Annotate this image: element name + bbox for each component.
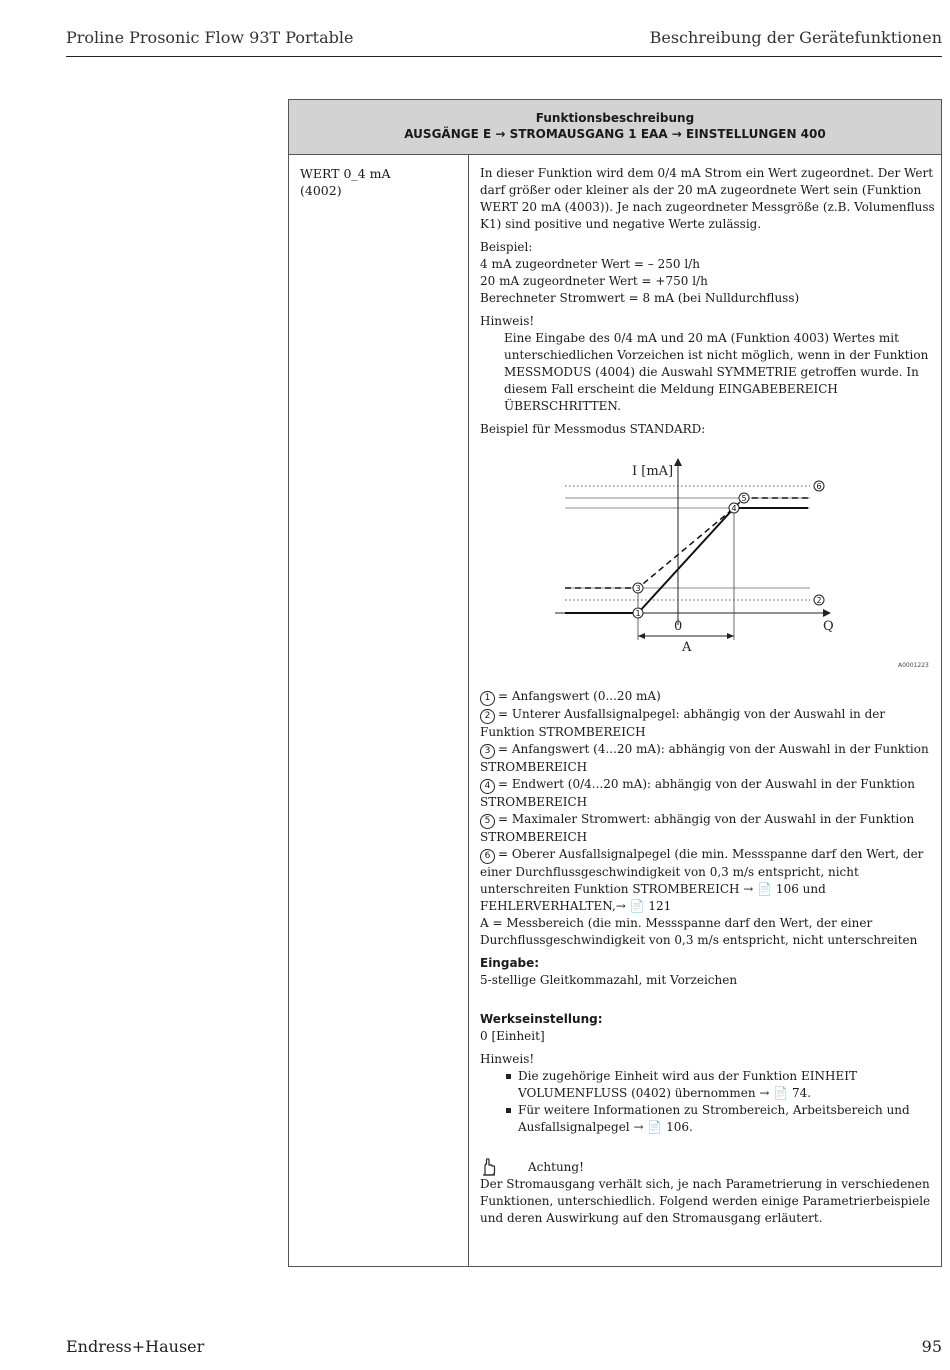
legend-marker: 4 (480, 779, 495, 794)
note2-list (480, 1068, 935, 1136)
legend-marker: 5 (480, 814, 495, 829)
legend-item (480, 741, 935, 776)
x-axis-label: Q (823, 619, 834, 634)
legend-text: = Unterer Ausfallsignalpegel: abhängig von der Auswahl in der Funktion STROMBEREICH (480, 707, 886, 739)
legend-text: = Endwert (0/4...20 mA): abhängig von der Auswahl in der Funktion STROMBEREICH (480, 777, 915, 809)
y-axis-arrow (674, 458, 682, 466)
factory-setting-title: Werkseinstellung: (480, 1012, 603, 1026)
table-header (289, 100, 941, 155)
output-curve-0-20 (565, 508, 808, 613)
example-line-2: 20 mA zugeordneter Wert = +750 l/h (480, 274, 708, 288)
legend-item-a: A = Messbereich (die min. Messspanne darf den Wert, der einer Durchflussgeschwindigkeit von 0,3 m/s entspricht, nicht unterschreiten (480, 916, 918, 947)
marker-label: 3 (635, 584, 641, 593)
function-name-cell (289, 155, 469, 1266)
function-name: WERT 0_4 mA (300, 166, 391, 181)
range-label: A (682, 640, 692, 655)
range-a-arrow-left (638, 633, 645, 639)
example-line-1: 4 mA zugeordneter Wert = – 250 l/h (480, 257, 700, 271)
legend-item (480, 846, 935, 915)
input-title: Eingabe: (480, 956, 540, 970)
legend-marker: 6 (480, 849, 495, 864)
legend-text: = Maximaler Stromwert: abhängig von der Auswahl in der Funktion STROMBEREICH (480, 812, 915, 844)
caution-row (480, 1158, 935, 1176)
example-standard-title: Beispiel für Messmodus STANDARD: (480, 422, 706, 436)
list-item: Die zugehörige Einheit wird aus der Funktion EINHEIT VOLUMENFLUSS (0402) übernommen → 📄 74. (518, 1068, 935, 1102)
note-text: Eine Eingabe des 0/4 mA und 20 mA (Funktion 4003) Wertes mit unterschiedlichen Vorzeichen ist nicht möglich, wenn in der Funktion MESSMODUS (4004) die Auswahl SYMMETRIE getroffen wurde. In diesem Fall erscheint die Meldung EINGABEBEREICH ÜBERSCHRITTEN. (504, 331, 929, 413)
legend-item (480, 811, 935, 846)
header-divider (66, 56, 942, 57)
hand-caution-icon (480, 1158, 498, 1176)
note2-title: Hinweis! (480, 1052, 535, 1066)
caution-text: Der Stromausgang verhält sich, je nach Parametrierung in verschiedenen Funktionen, unterschiedlich. Folgend werden einige Parametrierbeispiele und deren Auswirkung auf den Stromausgang erläutert. (480, 1177, 931, 1225)
caution-title: Achtung! (528, 1159, 584, 1174)
legend-marker: 3 (480, 744, 495, 759)
note-title: Hinweis! (480, 314, 535, 328)
legend-marker: 2 (480, 709, 495, 724)
marker-label: 1 (635, 609, 641, 618)
page-number: 95 (921, 1337, 942, 1356)
header-title-left: Proline Prosonic Flow 93T Portable (66, 28, 354, 47)
footer-brand: Endress+Hauser (66, 1337, 205, 1356)
legend-text: = Oberer Ausfallsignalpegel (die min. Messspanne darf den Wert, der einer Durchflussgeschwindigkeit von 0,3 m/s entspricht, nicht unterschreiten Funktion STROMBEREICH → 📄 106 und FEHLERVERHALTEN,→ 📄 121 (480, 847, 924, 913)
function-code: (4002) (300, 183, 342, 198)
zero-label: 0 (674, 619, 683, 634)
marker-label: 5 (741, 494, 747, 503)
legend-item (480, 776, 935, 811)
legend-text: = Anfangswert (0...20 mA) (498, 689, 661, 703)
figure-code: A0001223 (898, 662, 929, 669)
output-curve-4-20 (565, 498, 808, 588)
legend-item (480, 688, 935, 706)
y-axis-label: I [mA] (632, 464, 674, 479)
legend-text: = Anfangswert (4...20 mA): abhängig von der Auswahl in der Funktion STROMBEREICH (480, 742, 929, 774)
header-title-right: Beschreibung der Gerätefunktionen (649, 28, 942, 47)
legend-item (480, 706, 935, 741)
marker-label: 6 (816, 482, 822, 491)
table-header-line2: AUSGÄNGE E → STROMAUSGANG 1 EAA → EINSTELLUNGEN 400 (404, 127, 826, 141)
list-item: Für weitere Informationen zu Strombereich, Arbeitsbereich und Ausfallsignalpegel → 📄 106. (518, 1102, 935, 1136)
range-a-arrow-right (727, 633, 734, 639)
example-title: Beispiel: (480, 240, 533, 254)
marker-label: 2 (816, 596, 822, 605)
table-header-line1: Funktionsbeschreibung (535, 111, 695, 125)
function-description (480, 165, 935, 1227)
intro-text: In dieser Funktion wird dem 0/4 mA Strom ein Wert zugeordnet. Der Wert darf größer oder kleiner als der 20 mA zugeordnete Wert sein (Funktion WERT 20 mA (4003)). Je nach zugeordneter Messgröße (z.B. Volumenfluss K1) sind positive und negative Werte zulässig. (480, 166, 935, 231)
factory-setting-value: 0 [Einheit] (480, 1029, 545, 1043)
marker-label: 4 (731, 504, 737, 513)
example-line-3: Berechneter Stromwert = 8 mA (bei Nulldurchfluss) (480, 291, 800, 305)
current-output-diagram (540, 450, 940, 670)
input-text: 5-stellige Gleitkommazahl, mit Vorzeichen (480, 973, 738, 987)
legend-marker: 1 (480, 691, 495, 706)
x-axis-arrow (823, 609, 831, 617)
